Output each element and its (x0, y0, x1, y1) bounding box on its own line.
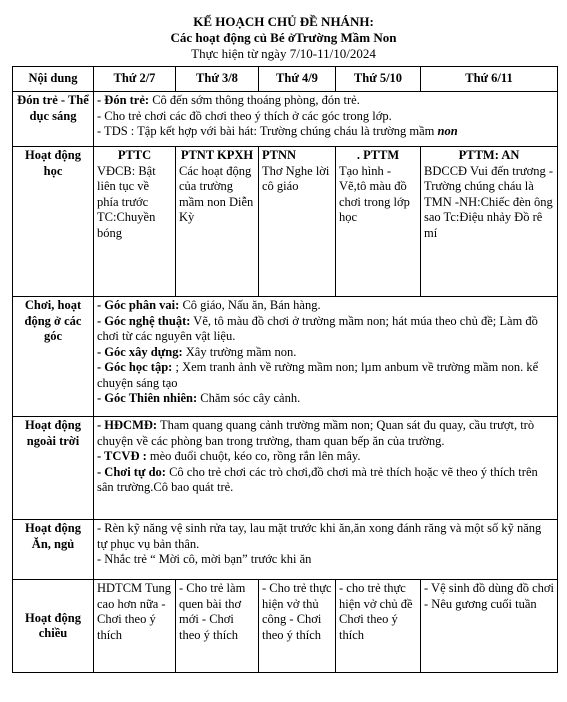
outdoor-activity-label: - HĐCMĐ: (97, 418, 158, 432)
table-row-morning (13, 92, 558, 147)
plan-title: KẾ HOẠCH CHỦ ĐỀ NHÁNH: (193, 14, 374, 29)
morning-reception-label: - Đón trẻ: (97, 93, 150, 107)
row-label-learning: Hoạt động học (13, 147, 94, 297)
eating-manners-text: - Nhắc trẻ “ Mời cô, mời bạn” trước khi ăn (97, 552, 312, 566)
plan-subtitle: Các hoạt động củ Bé ởTrường Mầm Non (170, 30, 397, 45)
table-row-afternoon (13, 580, 558, 673)
learning-friday (421, 147, 558, 297)
header-monday: Thứ 2/7 (94, 67, 176, 92)
learning-monday-text: VĐCB: Bật liên tục về phía trước TC:Chuyền bóng (97, 163, 156, 240)
corner-nature-label: - Góc Thiên nhiên: (97, 391, 198, 405)
corner-nature-text: Chăm sóc cây cảnh. (197, 391, 301, 405)
table-row-eating (13, 520, 558, 580)
morning-content (94, 92, 558, 147)
learning-monday (94, 147, 176, 297)
corner-art-label: - Góc nghệ thuật: (97, 313, 191, 328)
outdoor-activity-text: Tham quang quang cảnh trường mầm non; Quan sát đu quay, cầu trượt, trò chuyện về các phòng ban trong trường, tham quan bếp ăn của trường. (97, 418, 535, 448)
table-row-corners (13, 297, 558, 417)
outdoor-game-text: mèo đuổi chuột, kéo co, rồng rắn lên mây. (146, 449, 361, 463)
table-row-outdoor (13, 417, 558, 520)
eating-content (94, 520, 558, 580)
table-row-learning (13, 147, 558, 297)
row-label-corners: Chơi, hoạt động ở các góc (13, 297, 94, 417)
corner-art-text: Vẽ, tô màu đồ chơi ở trường mầm non; hát múa theo chủ đề; Làm đồ chơi từ các nguyên vật liệu. (97, 313, 538, 343)
learning-wednesday-text: Thơ Nghe lời cô giáo (262, 163, 330, 193)
row-label-morning: Đón trẻ - Thể dục sáng (13, 92, 94, 147)
afternoon-monday: HDTCM Tung cao hơn nữa - Chơi theo ý thích (94, 580, 176, 673)
learning-tuesday-subject: PTNT KPXH (180, 148, 254, 162)
learning-thursday (336, 147, 421, 297)
learning-thursday-text: Tạo hình - Vẽ,tô màu đồ chơi trong lớp học (339, 163, 410, 224)
learning-wednesday (259, 147, 336, 297)
row-label-eating: Hoạt động Ăn, ngủ (13, 520, 94, 580)
header-tuesday: Thứ 3/8 (176, 67, 259, 92)
corners-content (94, 297, 558, 417)
outdoor-game-label: - TCVĐ : (97, 449, 147, 463)
corner-roleplay-label: - Góc phân vai: (97, 298, 180, 312)
learning-wednesday-subject: PTNN (262, 148, 297, 162)
header-wednesday: Thứ 4/9 (259, 67, 336, 92)
learning-tuesday-text: Các hoạt động của trường mầm non Diễn Kỳ (179, 163, 254, 224)
corner-building-text: Xây trường mầm non. (182, 344, 297, 359)
weekly-plan-table (12, 66, 558, 673)
learning-thursday-subject: . PTTM (356, 148, 400, 162)
row-label-afternoon: Hoạt động chiều (13, 580, 94, 673)
learning-friday-subject: PTTM: AN (458, 148, 520, 162)
morning-corners-text: - Cho trẻ chơi các đồ chơi theo ý thích ở các góc trong lớp. (97, 108, 392, 123)
corner-study-text: ; Xem tranh ảnh về rường mầm non; lµm anbum về trường mầm non. kể chuyện sáng tạo (97, 360, 539, 390)
table-header-row (13, 67, 558, 92)
corner-building-label: - Góc xây dựng: (97, 344, 183, 359)
corner-roleplay-text: Cô giáo, Nấu ăn, Bán hàng. (179, 298, 321, 312)
morning-exercise-text: - TDS : Tập kết hợp với bài hát: Trường chúng cháu là trường mầm (97, 124, 438, 138)
eating-hygiene-text: - Rèn kỹ năng vệ sinh rửa tay, lau mặt trước khi ăn,ăn xong đánh răng và một số kỹ năng tự phục vụ bản thân. (97, 521, 542, 551)
afternoon-friday: - Vệ sinh đồ dùng đồ chơi - Nêu gương cuối tuần (421, 580, 558, 673)
morning-exercise-emph: non (437, 124, 458, 138)
corner-study-label: - Góc học tập: (97, 360, 173, 374)
afternoon-wednesday: - Cho trẻ thực hiện vở thủ công - Chơi theo ý thích (259, 580, 336, 673)
header-content: Nội dung (13, 67, 94, 92)
header-friday: Thứ 6/11 (421, 67, 558, 92)
outdoor-freeplay-label: - Chơi tự do: (97, 464, 166, 479)
outdoor-freeplay-text: Cô cho trẻ chơi các trò chơi,đồ chơi mà trẻ thích hoặc vẽ theo ý thích trên sân trường.Cô bao quát trẻ. (97, 464, 538, 494)
learning-tuesday (176, 147, 259, 297)
afternoon-tuesday: - Cho trẻ làm quen bài thơ mới - Chơi theo ý thích (176, 580, 259, 673)
morning-reception-text: Cô đến sớm thông thoáng phòng, đón trẻ. (149, 93, 360, 107)
header-thursday: Thứ 5/10 (336, 67, 421, 92)
learning-friday-text: BDCCĐ Vui đến trương -Trường chúng cháu là TMN -NH:Chiếc đèn ông sao Tc:Điệu nhảy Đồ rê mí (424, 163, 554, 240)
afternoon-thursday: - cho trẻ thực hiện vở chủ đề Chơi theo ý thích (336, 580, 421, 673)
outdoor-content (94, 417, 558, 520)
learning-monday-subject: PTTC (117, 148, 152, 162)
row-label-outdoor: Hoạt động ngoài trời (13, 417, 94, 520)
plan-dates: Thực hiện từ ngày 7/10-11/10/2024 (191, 46, 376, 61)
